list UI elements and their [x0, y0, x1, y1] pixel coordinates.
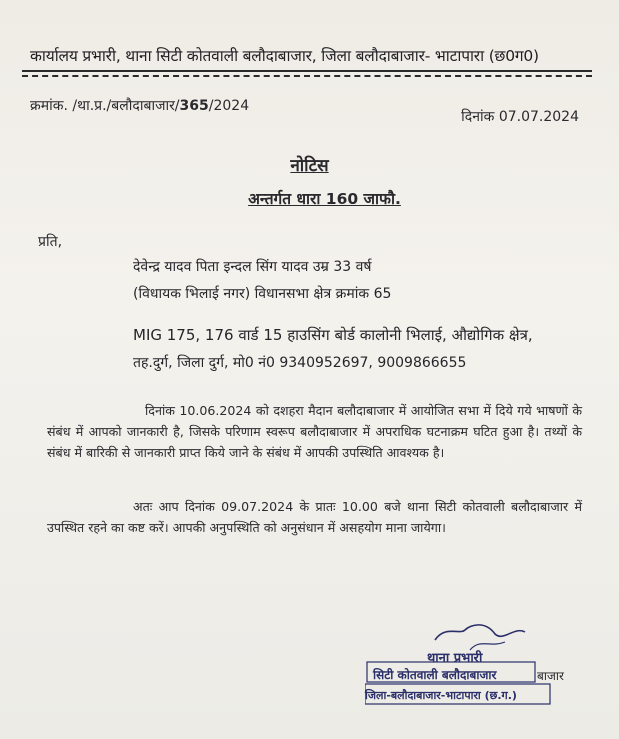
official-stamp [365, 620, 615, 730]
recipient-designation: (विधायक भिलाई नगर) विधानसभा क्षेत्र क्रमांक 65 [133, 286, 392, 302]
office-header: कार्यालय प्रभारी, थाना सिटी कोतवाली बलौदाबाजार, जिला बलौदाबाजार- भाटापारा (छ0ग0) [30, 47, 539, 65]
recipient-name: देवेन्द्र यादव पिता इन्दल सिंग यादव उम्र 33 वर्ष [133, 259, 372, 275]
reference-year: /2024 [208, 98, 250, 114]
notice-subtitle: अन्तर्गत धारा 160 जाफौ. [248, 190, 401, 208]
body-paragraph-2: अतः आप दिनांक 09.07.2024 के प्रातः 10.00 बजे थाना सिटी कोतवाली बलौदाबाजार में उपस्थित रहने का कष्ट करें। आपकी अनुपस्थिति को अनुसंधान में असहयोग माना जायेगा। [47, 499, 582, 535]
body-paragraph-1: दिनांक 10.06.2024 को दशहरा मैदान बलौदाबाजार में आयोजित सभा में दिये गये भाषणों के संबंध में आपको जानकारी है, जिसके परिणाम स्वरूप बलौदाबाजार में अपराधिक घटनाक्रम घटित हुआ है। तथ्यों के संबंध में बारिकी से जानकारी प्राप्त किये जाने के संबंध में आपकी उपस्थिति आवश्यक है। [47, 403, 582, 460]
recipient-contact: तह.दुर्ग, जिला दुर्ग, मो0 नं0 9340952697, 9009866655 [133, 355, 467, 371]
notice-title: नोटिस [290, 156, 329, 176]
recipient-address: MIG 175, 176 वार्ड 15 हाउसिंग बोर्ड कालोनी भिलाई, औद्योगिक क्षेत्र, [133, 326, 533, 344]
to-label: प्रति, [38, 234, 63, 250]
stamp-district: जिला-बलौदाबाजार-भाटापारा (छ.ग.) [365, 689, 517, 702]
reference-prefix: क्रमांक. /था.प्र./बलौदाबाजार/ [30, 98, 180, 114]
header-dashed-rule [22, 75, 592, 77]
stamp-printed-tail-2: बाजार [537, 669, 564, 683]
header-rule [22, 70, 592, 72]
stamp-title: थाना प्रभारी [427, 651, 483, 666]
stamp-station: सिटी कोतवाली बलौदाबाजार [373, 668, 497, 682]
reference-number [30, 96, 249, 115]
document-date: दिनांक 07.07.2024 [461, 109, 579, 125]
reference-serial: 365 [179, 98, 209, 114]
